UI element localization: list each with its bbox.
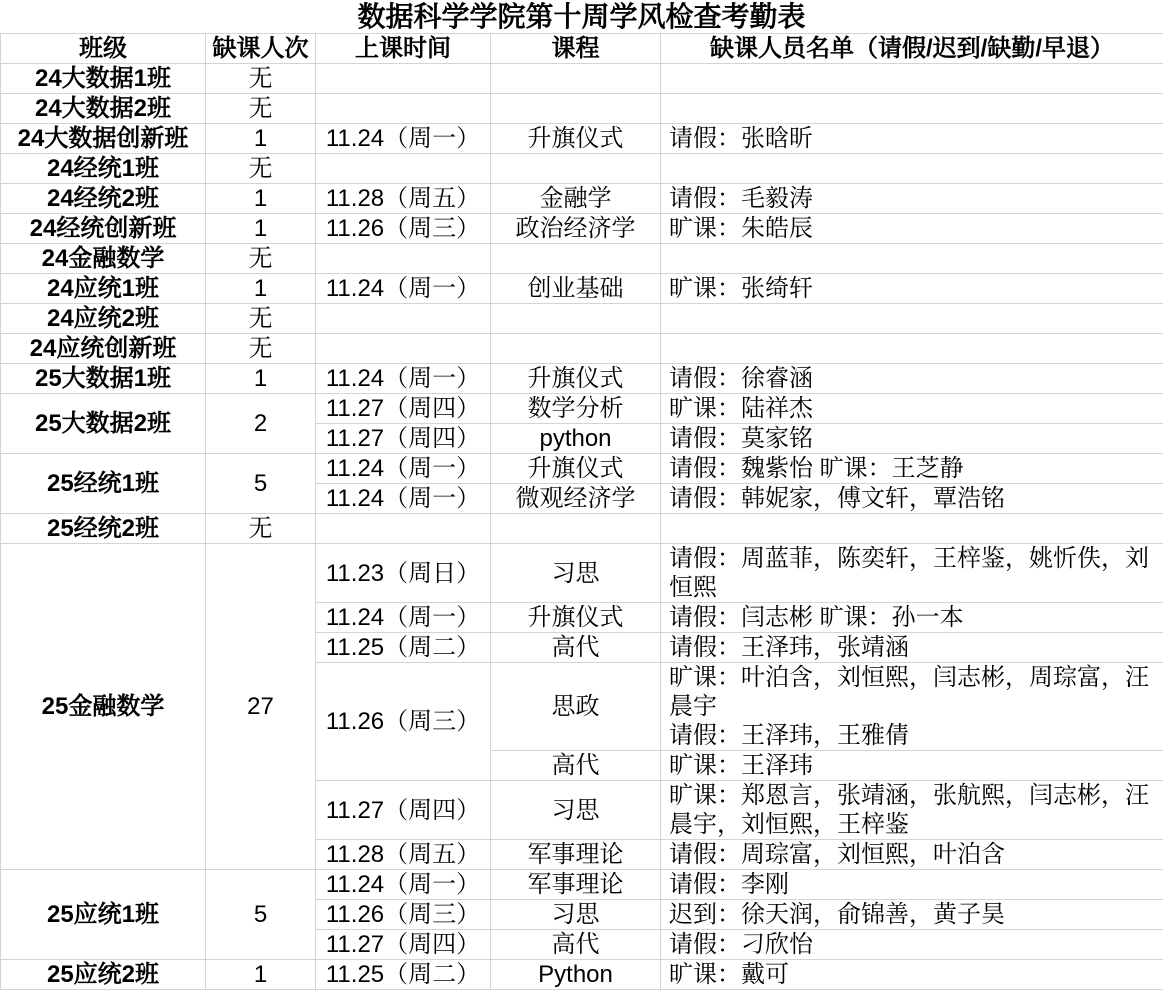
absence-entry: 旷课：戴可 — [669, 960, 1155, 989]
course-cell: 微观经济学 — [491, 484, 661, 514]
names-cell — [661, 840, 1163, 870]
time-cell: 11.24（周一） — [316, 274, 491, 304]
time-cell: 11.23（周日） — [316, 544, 491, 603]
class-cell: 25大数据2班 — [1, 394, 206, 454]
table-row — [1, 514, 1163, 544]
class-cell: 24应统1班 — [1, 274, 206, 304]
course-cell: 政治经济学 — [491, 214, 661, 244]
course-cell — [491, 304, 661, 334]
names-cell — [661, 751, 1163, 781]
names-cell — [661, 663, 1163, 751]
time-cell — [316, 304, 491, 334]
absence-entry: 迟到：徐天润，俞锦善，黄子昊 — [669, 900, 1155, 929]
table-row — [1, 244, 1163, 274]
time-cell — [316, 64, 491, 94]
names-cell — [661, 394, 1163, 424]
time-cell — [316, 334, 491, 364]
names-cell — [661, 154, 1163, 184]
absence-entry: 请假：王泽玮，张靖涵 — [669, 633, 1155, 662]
class-cell: 25应统2班 — [1, 960, 206, 990]
course-cell: 金融学 — [491, 184, 661, 214]
time-cell — [316, 514, 491, 544]
attendance-table-body — [1, 64, 1163, 990]
count-cell: 无 — [206, 154, 316, 184]
course-cell: 军事理论 — [491, 840, 661, 870]
time-cell — [316, 94, 491, 124]
course-cell — [491, 244, 661, 274]
names-cell — [661, 64, 1163, 94]
time-cell: 11.24（周一） — [316, 484, 491, 514]
time-cell: 11.28（周五） — [316, 184, 491, 214]
count-cell: 1 — [206, 364, 316, 394]
absence-entry: 请假：徐睿涵 — [669, 364, 1155, 393]
count-cell: 1 — [206, 960, 316, 990]
count-cell: 1 — [206, 274, 316, 304]
absence-entry: 请假：王泽玮，王雅倩 — [669, 721, 1155, 750]
count-cell: 5 — [206, 454, 316, 514]
names-cell — [661, 870, 1163, 900]
time-cell: 11.25（周二） — [316, 960, 491, 990]
column-header-names: 缺课人员名单（请假/迟到/缺勤/早退） — [661, 34, 1163, 64]
absence-entry: 请假：莫家铭 — [669, 424, 1155, 453]
names-cell — [661, 304, 1163, 334]
course-cell: 习思 — [491, 781, 661, 840]
course-cell: 习思 — [491, 544, 661, 603]
header-row — [1, 34, 1163, 64]
absence-entry: 请假：李刚 — [669, 870, 1155, 899]
names-cell — [661, 334, 1163, 364]
column-header-class: 班级 — [1, 34, 206, 64]
course-cell: 军事理论 — [491, 870, 661, 900]
count-cell: 无 — [206, 304, 316, 334]
course-cell: Python — [491, 960, 661, 990]
time-cell: 11.26（周三） — [316, 900, 491, 930]
time-cell: 11.24（周一） — [316, 870, 491, 900]
course-cell: 升旗仪式 — [491, 124, 661, 154]
attendance-table — [0, 33, 1163, 990]
absence-entry: 旷课：叶泊含，刘恒熙，闫志彬，周琮富，汪晨宇 — [669, 663, 1155, 721]
class-cell: 24经统2班 — [1, 184, 206, 214]
column-header-course: 课程 — [491, 34, 661, 64]
count-cell: 无 — [206, 244, 316, 274]
time-cell: 11.25（周二） — [316, 633, 491, 663]
column-header-time: 上课时间 — [316, 34, 491, 64]
class-cell: 24经统1班 — [1, 154, 206, 184]
table-row — [1, 94, 1163, 124]
time-cell: 11.24（周一） — [316, 124, 491, 154]
class-cell: 24大数据2班 — [1, 94, 206, 124]
class-cell: 24大数据1班 — [1, 64, 206, 94]
names-cell — [661, 454, 1163, 484]
absence-entry: 请假：刁欣怡 — [669, 930, 1155, 959]
absence-entry: 旷课：陆祥杰 — [669, 394, 1155, 423]
time-cell: 11.24（周一） — [316, 364, 491, 394]
names-cell — [661, 603, 1163, 633]
absence-entry: 请假：韩妮家，傅文轩，覃浩铭 — [669, 484, 1155, 513]
course-cell — [491, 94, 661, 124]
names-cell — [661, 633, 1163, 663]
column-header-count: 缺课人次 — [206, 34, 316, 64]
names-cell — [661, 124, 1163, 154]
absence-entry: 旷课：郑恩言，张靖涵，张航熙，闫志彬，汪晨宇，刘恒熙，王梓鉴 — [669, 781, 1155, 839]
names-cell — [661, 900, 1163, 930]
course-cell: 升旗仪式 — [491, 364, 661, 394]
names-cell — [661, 514, 1163, 544]
table-row — [1, 334, 1163, 364]
time-cell — [316, 154, 491, 184]
class-cell: 25应统1班 — [1, 870, 206, 960]
page-title: 数据科学学院第十周学风检查考勤表 — [0, 0, 1163, 33]
time-cell: 11.24（周一） — [316, 603, 491, 633]
course-cell: 思政 — [491, 663, 661, 751]
absence-entry: 请假：魏紫怡 旷课：王芝静 — [669, 454, 1155, 483]
course-cell: 习思 — [491, 900, 661, 930]
table-row — [1, 184, 1163, 214]
names-cell — [661, 544, 1163, 603]
course-cell: 高代 — [491, 930, 661, 960]
names-cell — [661, 214, 1163, 244]
names-cell — [661, 930, 1163, 960]
course-cell: 高代 — [491, 633, 661, 663]
names-cell — [661, 184, 1163, 214]
course-cell: 高代 — [491, 751, 661, 781]
absence-entry: 请假：张晗昕 — [669, 124, 1155, 153]
table-row — [1, 274, 1163, 304]
table-row — [1, 214, 1163, 244]
names-cell — [661, 244, 1163, 274]
class-cell: 25大数据1班 — [1, 364, 206, 394]
table-row — [1, 154, 1163, 184]
count-cell: 无 — [206, 334, 316, 364]
time-cell — [316, 244, 491, 274]
time-cell: 11.27（周四） — [316, 781, 491, 840]
table-row — [1, 870, 1163, 900]
table-row — [1, 304, 1163, 334]
time-cell: 11.24（周一） — [316, 454, 491, 484]
count-cell: 无 — [206, 94, 316, 124]
time-cell: 11.26（周三） — [316, 663, 491, 781]
count-cell: 1 — [206, 124, 316, 154]
absence-entry: 请假：毛毅涛 — [669, 184, 1155, 213]
count-cell: 1 — [206, 214, 316, 244]
absence-entry: 请假：闫志彬 旷课：孙一本 — [669, 603, 1155, 632]
table-row — [1, 364, 1163, 394]
class-cell: 24应统2班 — [1, 304, 206, 334]
time-cell: 11.27（周四） — [316, 424, 491, 454]
absence-entry: 旷课：王泽玮 — [669, 751, 1155, 780]
count-cell: 1 — [206, 184, 316, 214]
course-cell — [491, 154, 661, 184]
course-cell: python — [491, 424, 661, 454]
time-cell: 11.27（周四） — [316, 930, 491, 960]
course-cell: 数学分析 — [491, 394, 661, 424]
time-cell: 11.28（周五） — [316, 840, 491, 870]
time-cell: 11.27（周四） — [316, 394, 491, 424]
names-cell — [661, 781, 1163, 840]
names-cell — [661, 424, 1163, 454]
course-cell — [491, 334, 661, 364]
absence-entry: 请假：周蓝菲，陈奕轩，王梓鉴，姚忻佚，刘恒熙 — [669, 544, 1155, 602]
table-row — [1, 124, 1163, 154]
absence-entry: 请假：周琮富，刘恒熙，叶泊含 — [669, 840, 1155, 869]
names-cell — [661, 484, 1163, 514]
count-cell: 5 — [206, 870, 316, 960]
class-cell: 24经统创新班 — [1, 214, 206, 244]
class-cell: 25经统1班 — [1, 454, 206, 514]
time-cell: 11.26（周三） — [316, 214, 491, 244]
absence-entry: 旷课：张绮轩 — [669, 274, 1155, 303]
names-cell — [661, 960, 1163, 990]
count-cell: 2 — [206, 394, 316, 454]
course-cell — [491, 514, 661, 544]
names-cell — [661, 364, 1163, 394]
table-row — [1, 394, 1163, 424]
course-cell: 升旗仪式 — [491, 603, 661, 633]
absence-entry: 旷课：朱皓辰 — [669, 214, 1155, 243]
names-cell — [661, 94, 1163, 124]
course-cell — [491, 64, 661, 94]
count-cell: 无 — [206, 514, 316, 544]
names-cell — [661, 274, 1163, 304]
table-row — [1, 64, 1163, 94]
class-cell: 24金融数学 — [1, 244, 206, 274]
table-row — [1, 544, 1163, 603]
table-row — [1, 960, 1163, 990]
class-cell: 24大数据创新班 — [1, 124, 206, 154]
count-cell: 无 — [206, 64, 316, 94]
table-row — [1, 454, 1163, 484]
count-cell: 27 — [206, 544, 316, 870]
course-cell: 升旗仪式 — [491, 454, 661, 484]
class-cell: 25金融数学 — [1, 544, 206, 870]
class-cell: 25经统2班 — [1, 514, 206, 544]
class-cell: 24应统创新班 — [1, 334, 206, 364]
course-cell: 创业基础 — [491, 274, 661, 304]
